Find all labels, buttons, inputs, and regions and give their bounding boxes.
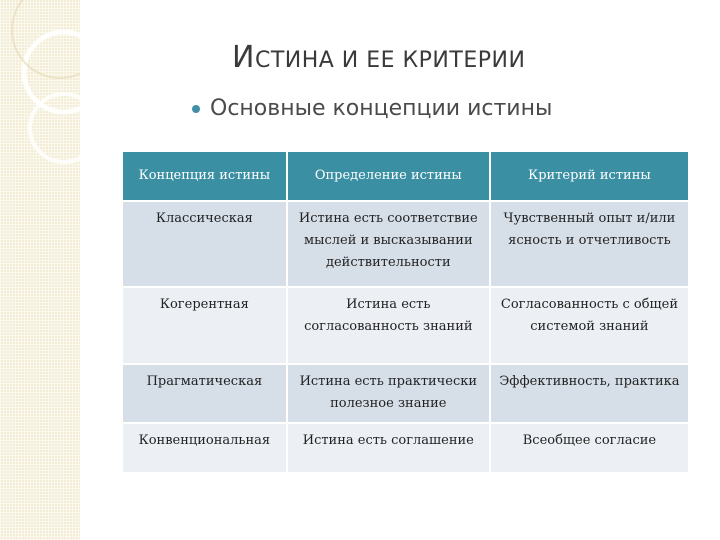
cell-concept: Прагматическая — [123, 365, 286, 422]
table-row — [123, 365, 688, 422]
decorative-circles — [0, 0, 80, 540]
cell-definition: Истина есть практически полезное знание — [288, 365, 489, 422]
table-row — [123, 202, 688, 286]
table-row — [123, 424, 688, 472]
title-rest: СТИНА И ЕЕ КРИТЕРИИ — [254, 48, 526, 73]
table-header-row — [123, 152, 688, 200]
cell-concept: Конвенциональная — [123, 424, 286, 472]
header-concept: Концепция истины — [123, 152, 286, 200]
bullet-dot-icon — [192, 105, 200, 113]
cell-concept: Классическая — [123, 202, 286, 286]
cell-criterion: Всеобщее согласие — [491, 424, 688, 472]
slide-title — [232, 40, 525, 75]
truth-concepts-table — [121, 150, 690, 474]
title-first-letter: И — [232, 40, 255, 75]
cell-definition: Истина есть согласованность знаний — [288, 288, 489, 363]
cell-definition: Истина есть соглашение — [288, 424, 489, 472]
header-criterion: Критерий истины — [491, 152, 688, 200]
table-row — [123, 288, 688, 363]
cell-definition: Истина есть соответствие мыслей и высказывании действительности — [288, 202, 489, 286]
cell-concept: Когерентная — [123, 288, 286, 363]
cell-criterion: Чувственный опыт и/или ясность и отчетливость — [491, 202, 688, 286]
cell-criterion: Эффективность, практика — [491, 365, 688, 422]
cell-criterion: Согласованность с общей системой знаний — [491, 288, 688, 363]
decorative-side-strip — [0, 0, 80, 540]
bullet-item — [192, 96, 552, 121]
header-definition: Определение истины — [288, 152, 489, 200]
bullet-text: Основные концепции истины — [210, 96, 553, 121]
